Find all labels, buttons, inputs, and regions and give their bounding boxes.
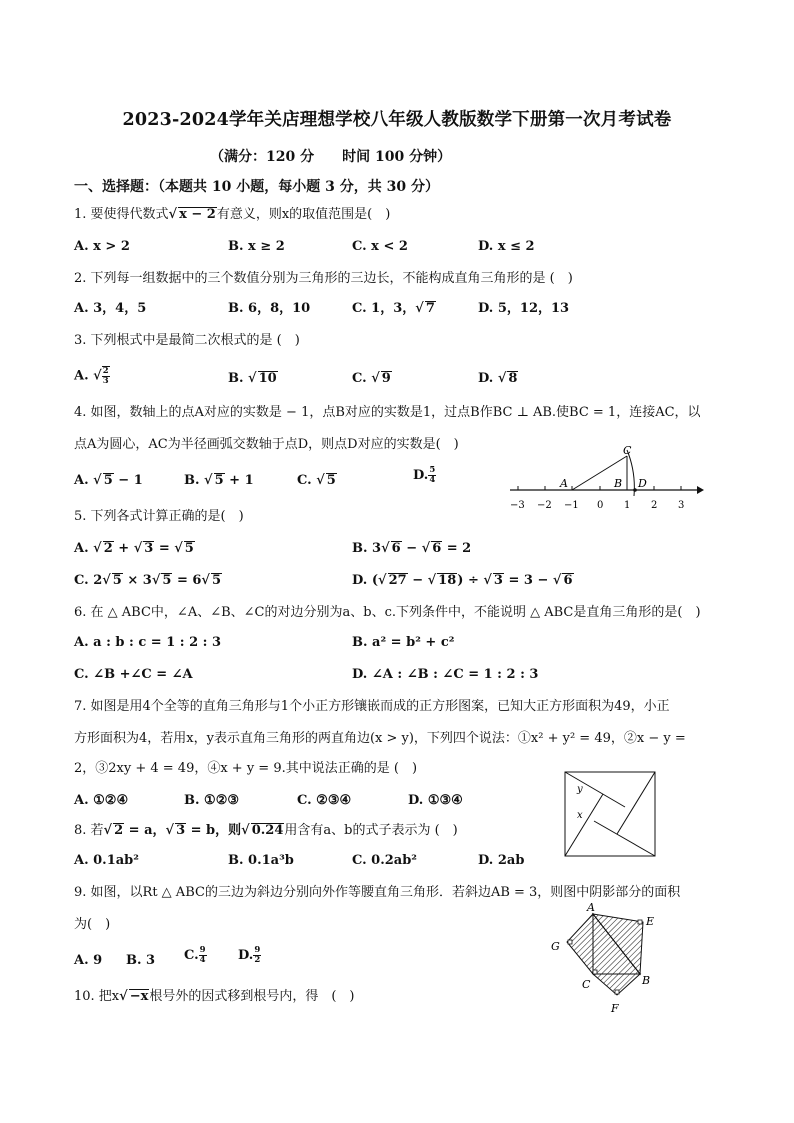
q6-option-d[interactable]: D. ∠A : ∠B : ∠C = 1 : 2 : 3 bbox=[352, 667, 539, 682]
q4-option-d[interactable]: D. $\frac{5}{4}$ bbox=[413, 465, 436, 485]
svg-text:−1: −1 bbox=[564, 500, 579, 511]
exam-subtitle: （满分：120 分 时间 100 分钟） bbox=[210, 149, 452, 165]
svg-text:0: 0 bbox=[597, 500, 604, 511]
svg-text:B: B bbox=[614, 477, 623, 490]
q7-option-d[interactable]: D. ①③④ bbox=[408, 793, 463, 808]
q5-option-a[interactable]: A. √ 2 + √ 3 = √ 5 bbox=[74, 541, 194, 556]
q1-option-b[interactable]: B. x ≥ 2 bbox=[228, 239, 285, 254]
question-7-line-3: 2，③2xy + 4 = 49，④x + y = 9.其中说法正确的是 ( ) bbox=[74, 761, 418, 776]
q6-option-a[interactable]: A. a : b : c = 1 : 2 : 3 bbox=[74, 635, 222, 650]
svg-text:−2: −2 bbox=[537, 500, 552, 511]
svg-text:x: x bbox=[577, 810, 583, 821]
q6-option-b[interactable]: B. a² = b² + c² bbox=[352, 635, 455, 650]
question-9-line-2: 为( ) bbox=[74, 917, 111, 932]
section-heading: 一、选择题：（本题共 10 小题，每小题 3 分，共 30 分） bbox=[74, 179, 439, 195]
number-line-figure bbox=[505, 440, 705, 516]
question-7-line-1: 7. 如图是用4个全等的直角三角形与1个小正方形镶嵌而成的正方形图案，已知大正方形面积为49，小正 bbox=[74, 699, 670, 714]
svg-text:G: G bbox=[551, 940, 560, 953]
q2-option-c[interactable]: C. 1，3，√ 7 bbox=[352, 301, 435, 316]
arrow-icon bbox=[697, 486, 704, 494]
q7-option-b[interactable]: B. ①②③ bbox=[184, 793, 240, 808]
question-9-line-1: 9. 如图，以Rt △ ABC的三边为斜边分别向外作等腰直角三角形．若斜边AB = 3，则图中阴影部分的面积 bbox=[74, 885, 681, 900]
q3-option-d[interactable]: D. √ 8 bbox=[478, 371, 518, 386]
q9-option-b[interactable]: B. 3 bbox=[126, 953, 156, 968]
q5-option-c[interactable]: C. 2√ 5 × 3√ 5 = 6√ 5 bbox=[74, 573, 222, 588]
question-7-line-2: 方形面积为4，若用x，y表示直角三角形的两直角边(x > y)，下列四个说法：①x² + y² = 49，②x − y = bbox=[74, 731, 686, 746]
radical: x − 2 bbox=[179, 207, 216, 222]
q3-option-a[interactable]: A. √ $\frac{2}{3}$ bbox=[74, 366, 109, 386]
q4-option-c[interactable]: C. √ 5 bbox=[297, 473, 336, 488]
question-1: 1. 要使得代数式√ x − 2有意义，则x的取值范围是( ) bbox=[74, 207, 391, 222]
pinwheel-square-figure bbox=[563, 770, 659, 858]
q5-option-b[interactable]: B. 3√ 6 − √ 6 = 2 bbox=[352, 541, 472, 556]
q2-option-b[interactable]: B. 6，8，10 bbox=[228, 301, 311, 316]
svg-text:B: B bbox=[642, 974, 651, 987]
svg-text:y: y bbox=[577, 784, 583, 795]
q4-option-b[interactable]: B. √ 5 + 1 bbox=[184, 473, 254, 488]
question-8: 8. 若√ 2 = a，√ 3 = b，则√ 0.24用含有a、b的式子表示为 ( ) bbox=[74, 823, 458, 838]
question-5: 5. 下列各式计算正确的是( ) bbox=[74, 509, 244, 524]
q6-option-c[interactable]: C. ∠B +∠C = ∠A bbox=[74, 667, 193, 682]
q2-option-d[interactable]: D. 5，12，13 bbox=[478, 301, 570, 316]
q1-option-c[interactable]: C. x < 2 bbox=[352, 239, 408, 254]
svg-text:3: 3 bbox=[678, 500, 685, 511]
question-6: 6. 在 △ ABC中，∠A、∠B、∠C的对边分别为a、b、c.下列条件中，不能说明 △ ABC是直角三角形的是( ) bbox=[74, 605, 701, 620]
q8-option-d[interactable]: D. 2ab bbox=[478, 853, 525, 868]
svg-text:A: A bbox=[560, 477, 568, 490]
q9-option-c[interactable]: C. $\frac{9}{4}$ bbox=[184, 945, 206, 965]
svg-text:2: 2 bbox=[651, 500, 658, 511]
q9-option-d[interactable]: D. $\frac{9}{2}$ bbox=[238, 945, 261, 965]
svg-text:D: D bbox=[638, 477, 647, 490]
q8-option-b[interactable]: B. 0.1a³b bbox=[228, 853, 294, 868]
page-title: 2023-2024学年关店理想学校八年级人教版数学下册第一次月考试卷 bbox=[122, 110, 672, 130]
question-10: 10. 把x√ −x根号外的因式移到根号内，得 ( ) bbox=[74, 989, 355, 1004]
q8-option-a[interactable]: A. 0.1ab² bbox=[74, 853, 139, 868]
question-4-line-2: 点A为圆心，AC为半径画弧交数轴于点D，则点D对应的实数是( ) bbox=[74, 437, 459, 452]
svg-text:A: A bbox=[587, 901, 595, 914]
question-3: 3. 下列根式中是最简二次根式的是 ( ) bbox=[74, 333, 300, 348]
question-4-line-1: 4. 如图，数轴上的点A对应的实数是 − 1，点B对应的实数是1，过点B作BC ⊥ AB.使BC = 1，连接AC，以 bbox=[74, 405, 701, 420]
triangle-squares-figure bbox=[545, 900, 665, 1016]
svg-text:1: 1 bbox=[624, 500, 631, 511]
q1-option-a[interactable]: A. x > 2 bbox=[74, 239, 130, 254]
q5-option-d[interactable]: D. (√ 27 − √ 18) ÷ √ 3 = 3 − √ 6 bbox=[352, 573, 573, 588]
q4-option-a[interactable]: A. √ 5 − 1 bbox=[74, 473, 143, 488]
q3-option-c[interactable]: C. √ 9 bbox=[352, 371, 391, 386]
q3-option-b[interactable]: B. √ 10 bbox=[228, 371, 277, 386]
q7-option-c[interactable]: C. ②③④ bbox=[297, 793, 352, 808]
question-2: 2. 下列每一组数据中的三个数值分别为三角形的三边长，不能构成直角三角形的是 ( ) bbox=[74, 271, 573, 286]
svg-text:−3: −3 bbox=[510, 500, 525, 511]
svg-text:C: C bbox=[623, 444, 632, 457]
svg-text:C: C bbox=[582, 978, 591, 991]
svg-text:F: F bbox=[611, 1002, 619, 1015]
q2-option-a[interactable]: A. 3，4，5 bbox=[74, 301, 147, 316]
q7-option-a[interactable]: A. ①②④ bbox=[74, 793, 129, 808]
svg-text:E: E bbox=[646, 915, 655, 928]
q1-option-d[interactable]: D. x ≤ 2 bbox=[478, 239, 535, 254]
q9-option-a[interactable]: A. 9 bbox=[74, 953, 103, 968]
q8-option-c[interactable]: C. 0.2ab² bbox=[352, 853, 417, 868]
